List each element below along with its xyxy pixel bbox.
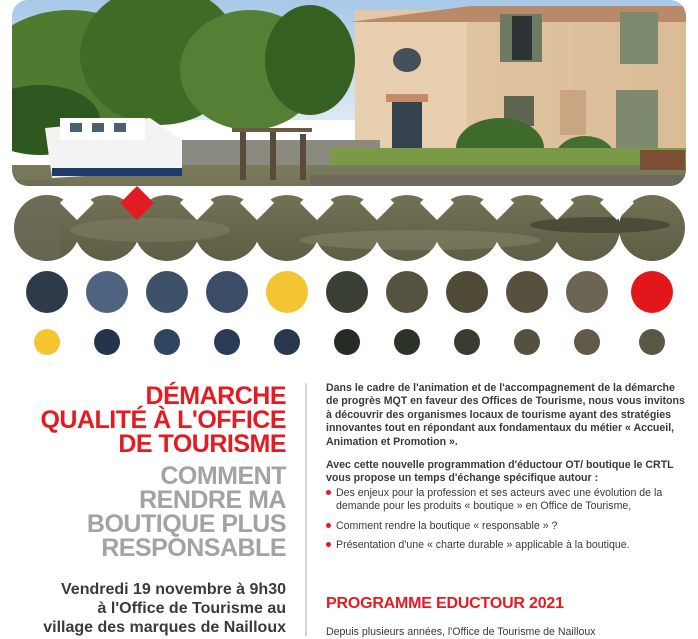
subtitle-line-1: COMMENT — [160, 462, 286, 490]
color-dot-small — [274, 329, 300, 355]
color-dot-small — [214, 329, 240, 355]
event-date-location — [0, 580, 286, 637]
main-title-line-2: QUALITÉ À L'OFFICE — [40, 406, 286, 434]
color-dot — [631, 271, 673, 313]
topic-list — [326, 487, 688, 553]
subtitle-line-4: RESPONSABLE — [101, 534, 286, 562]
color-dot-small — [394, 329, 420, 355]
bullet-dot-icon — [326, 523, 331, 528]
subtitle-line-3: BOUTIQUE PLUS — [86, 510, 286, 538]
program-heading: PROGRAMME EDUCTOUR 2021 — [326, 595, 564, 612]
program-intro: Avec cette nouvelle programmation d'éductour OT/ boutique le CRTL vous propose un temps d'échange spécifique autour : — [326, 459, 674, 485]
list-item-text: Comment rendre la boutique « responsable » ? — [336, 519, 558, 532]
color-dot — [146, 271, 188, 313]
main-title-line-1: DÉMARCHE — [145, 382, 286, 410]
program-paragraph-start: Depuis plusieurs années, l'Office de Tourisme de Nailloux — [326, 626, 596, 638]
color-dot — [386, 271, 428, 313]
bullet-dot-icon — [326, 490, 331, 495]
color-dot-small — [34, 329, 60, 355]
date-line-2: à l'Office de Tourisme au — [97, 600, 286, 617]
subtitle — [0, 464, 286, 560]
color-dot — [86, 271, 128, 313]
color-dot — [26, 271, 68, 313]
main-title — [0, 384, 286, 456]
color-dots-row-large — [26, 271, 673, 313]
color-dot-small — [94, 329, 120, 355]
intro-paragraph: Dans le cadre de l'animation et de l'accompagnement de la démarche de progrès MQT en faveur des Offices de Tourisme, nous vous invitons à découvrir des organismes locaux de tourisme ayant des stratégies innovantes tout en répondant aux fondamentaux du métier « Accueil, Animation et Promotion ». — [326, 382, 685, 448]
subtitle-line-2: RENDRE MA — [139, 486, 286, 514]
color-dot-small — [639, 329, 665, 355]
list-item-text: Présentation d'une « charte durable » applicable à la boutique. — [336, 539, 630, 552]
list-item — [326, 487, 688, 514]
color-dot-small — [574, 329, 600, 355]
list-item — [326, 539, 688, 552]
column-divider — [305, 383, 307, 636]
date-line-1: Vendredi 19 novembre à 9h30 — [61, 581, 286, 598]
date-line-3: village des marques de Nailloux — [43, 619, 286, 636]
list-item — [326, 520, 688, 533]
description-column — [326, 382, 688, 558]
color-dots-row-small — [34, 329, 665, 355]
color-dot-small — [514, 329, 540, 355]
list-item-text: Des enjeux pour la profession et ses acteurs avec une évolution de la demande pour les produits « boutique » en Office de Tourisme, — [336, 486, 663, 513]
color-dot-small — [334, 329, 360, 355]
bullet-dot-icon — [326, 542, 331, 547]
main-title-line-3: DE TOURISME — [118, 430, 286, 458]
color-dot — [326, 271, 368, 313]
color-dot — [446, 271, 488, 313]
color-dot-small — [454, 329, 480, 355]
color-dot — [506, 271, 548, 313]
color-dot — [566, 271, 608, 313]
color-dot-small — [154, 329, 180, 355]
color-dot — [266, 271, 308, 313]
color-dot — [206, 271, 248, 313]
